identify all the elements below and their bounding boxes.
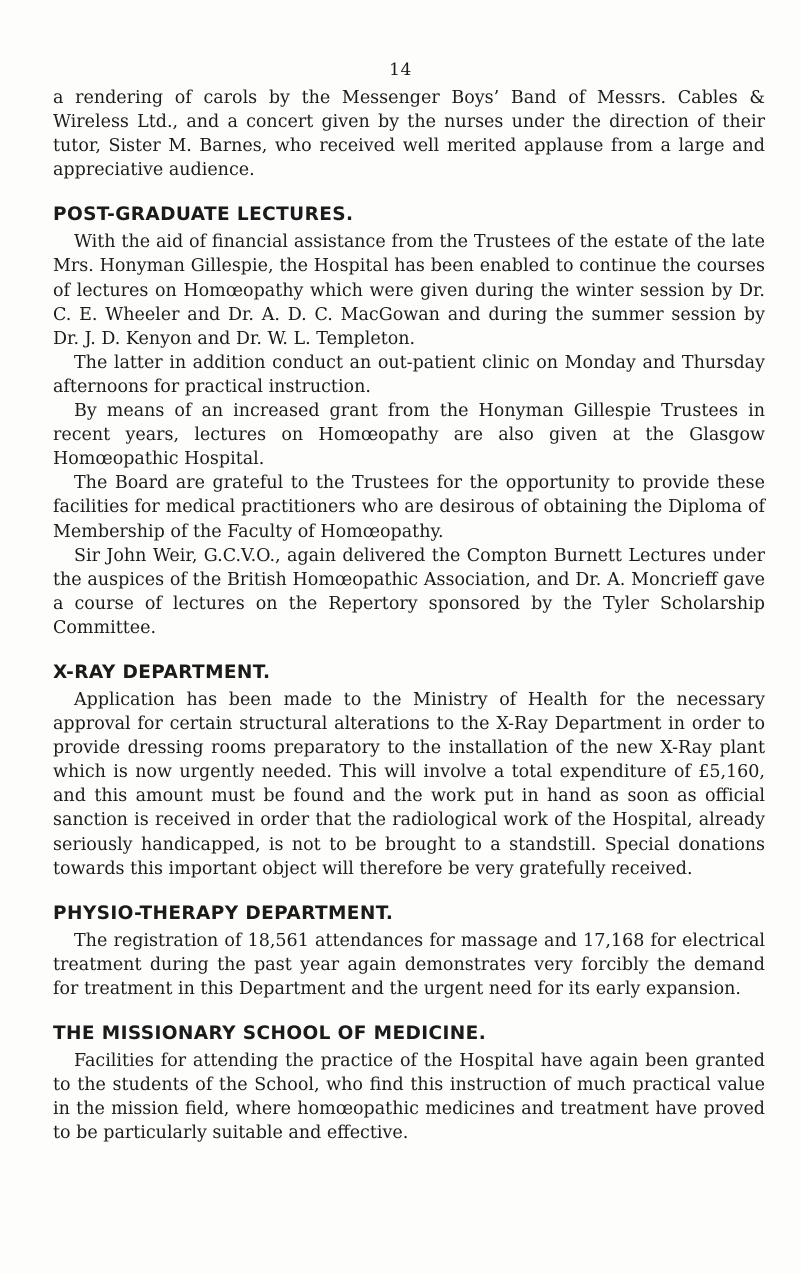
paragraph: With the aid of financial assistance from the Trustees of the estate of the late Mrs. Honyman Gillespie, the Hospital has been enabled to continue the courses of lectures on Homœopathy which were given during the winter session by Dr. C. E. Wheeler and Dr. A. D. C. MacGowan and during the summer session by Dr. J. D. Kenyon and Dr. W. L. Templeton. [53,232,765,349]
physio-therapy-department-section [53,881,765,1001]
paragraph: By means of an increased grant from the Honyman Gillespie Trustees in recent years, lectures on Homœopathy are also given at the Glasgow Homœopathic Hospital. [53,401,765,470]
post-graduate-lectures-section [53,182,765,640]
paragraph: The Board are grateful to the Trustees for the opportunity to provide these facilities for medical practitioners who are desirous of obtaining the Diploma of Membership of the Faculty of Homœopathy. [53,473,765,542]
section-heading: X-RAY DEPARTMENT. [53,661,271,683]
section-heading: PHYSIO-THERAPY DEPARTMENT. [53,902,394,924]
x-ray-department-section [53,640,765,881]
section-heading: POST-GRADUATE LECTURES. [53,204,354,226]
paragraph: The latter in addition conduct an out-patient clinic on Monday and Thursday afternoons for practical instruction. [53,352,765,397]
page-number: 14 [389,60,412,80]
paragraph: Application has been made to the Ministry of Health for the necessary approval for certain structural alterations to the X-Ray Department in order to provide dressing rooms preparatory to the installation of the new X-Ray plant which is now urgently needed. This will involve a total expenditure of £5,160, and this amount must be found and the work put in hand as soon as official sanction is received in order that the radiological work of the Hospital, already seriously handicapped, is not to be brought to a standstill. Special donations towards this important object will therefore be very gratefully received. [53,689,765,879]
intro-paragraph: a rendering of carols by the Messenger Boys’ Band of Messrs. Cables & Wireless Ltd., and a concert given by the nurses under the direction of their tutor, Sister M. Barnes, who received well merited applause from a large and appreciative audience. [53,88,765,181]
document-body [53,86,765,1145]
missionary-school-section [53,1001,765,1145]
paragraph: Sir John Weir, G.C.V.O., again delivered the Compton Burnett Lectures under the auspices of the British Homœopathic Association, and Dr. A. Moncrieff gave a course of lectures on the Repertory sponsored by the Tyler Scholarship Committee. [53,545,765,638]
paragraph: The registration of 18,561 attendances for massage and 17,168 for electrical treatment during the past year again demonstrates very forcibly the demand for treatment in this Department and the urgent need for its early expansion. [53,930,765,999]
paragraph: Facilities for attending the practice of the Hospital have again been granted to the students of the School, who find this instruction of much practical value in the mission field, where homœopathic medicines and treatment have proved to be particularly suitable and effective. [53,1051,765,1144]
section-heading: THE MISSIONARY SCHOOL OF MEDICINE. [53,1023,487,1044]
